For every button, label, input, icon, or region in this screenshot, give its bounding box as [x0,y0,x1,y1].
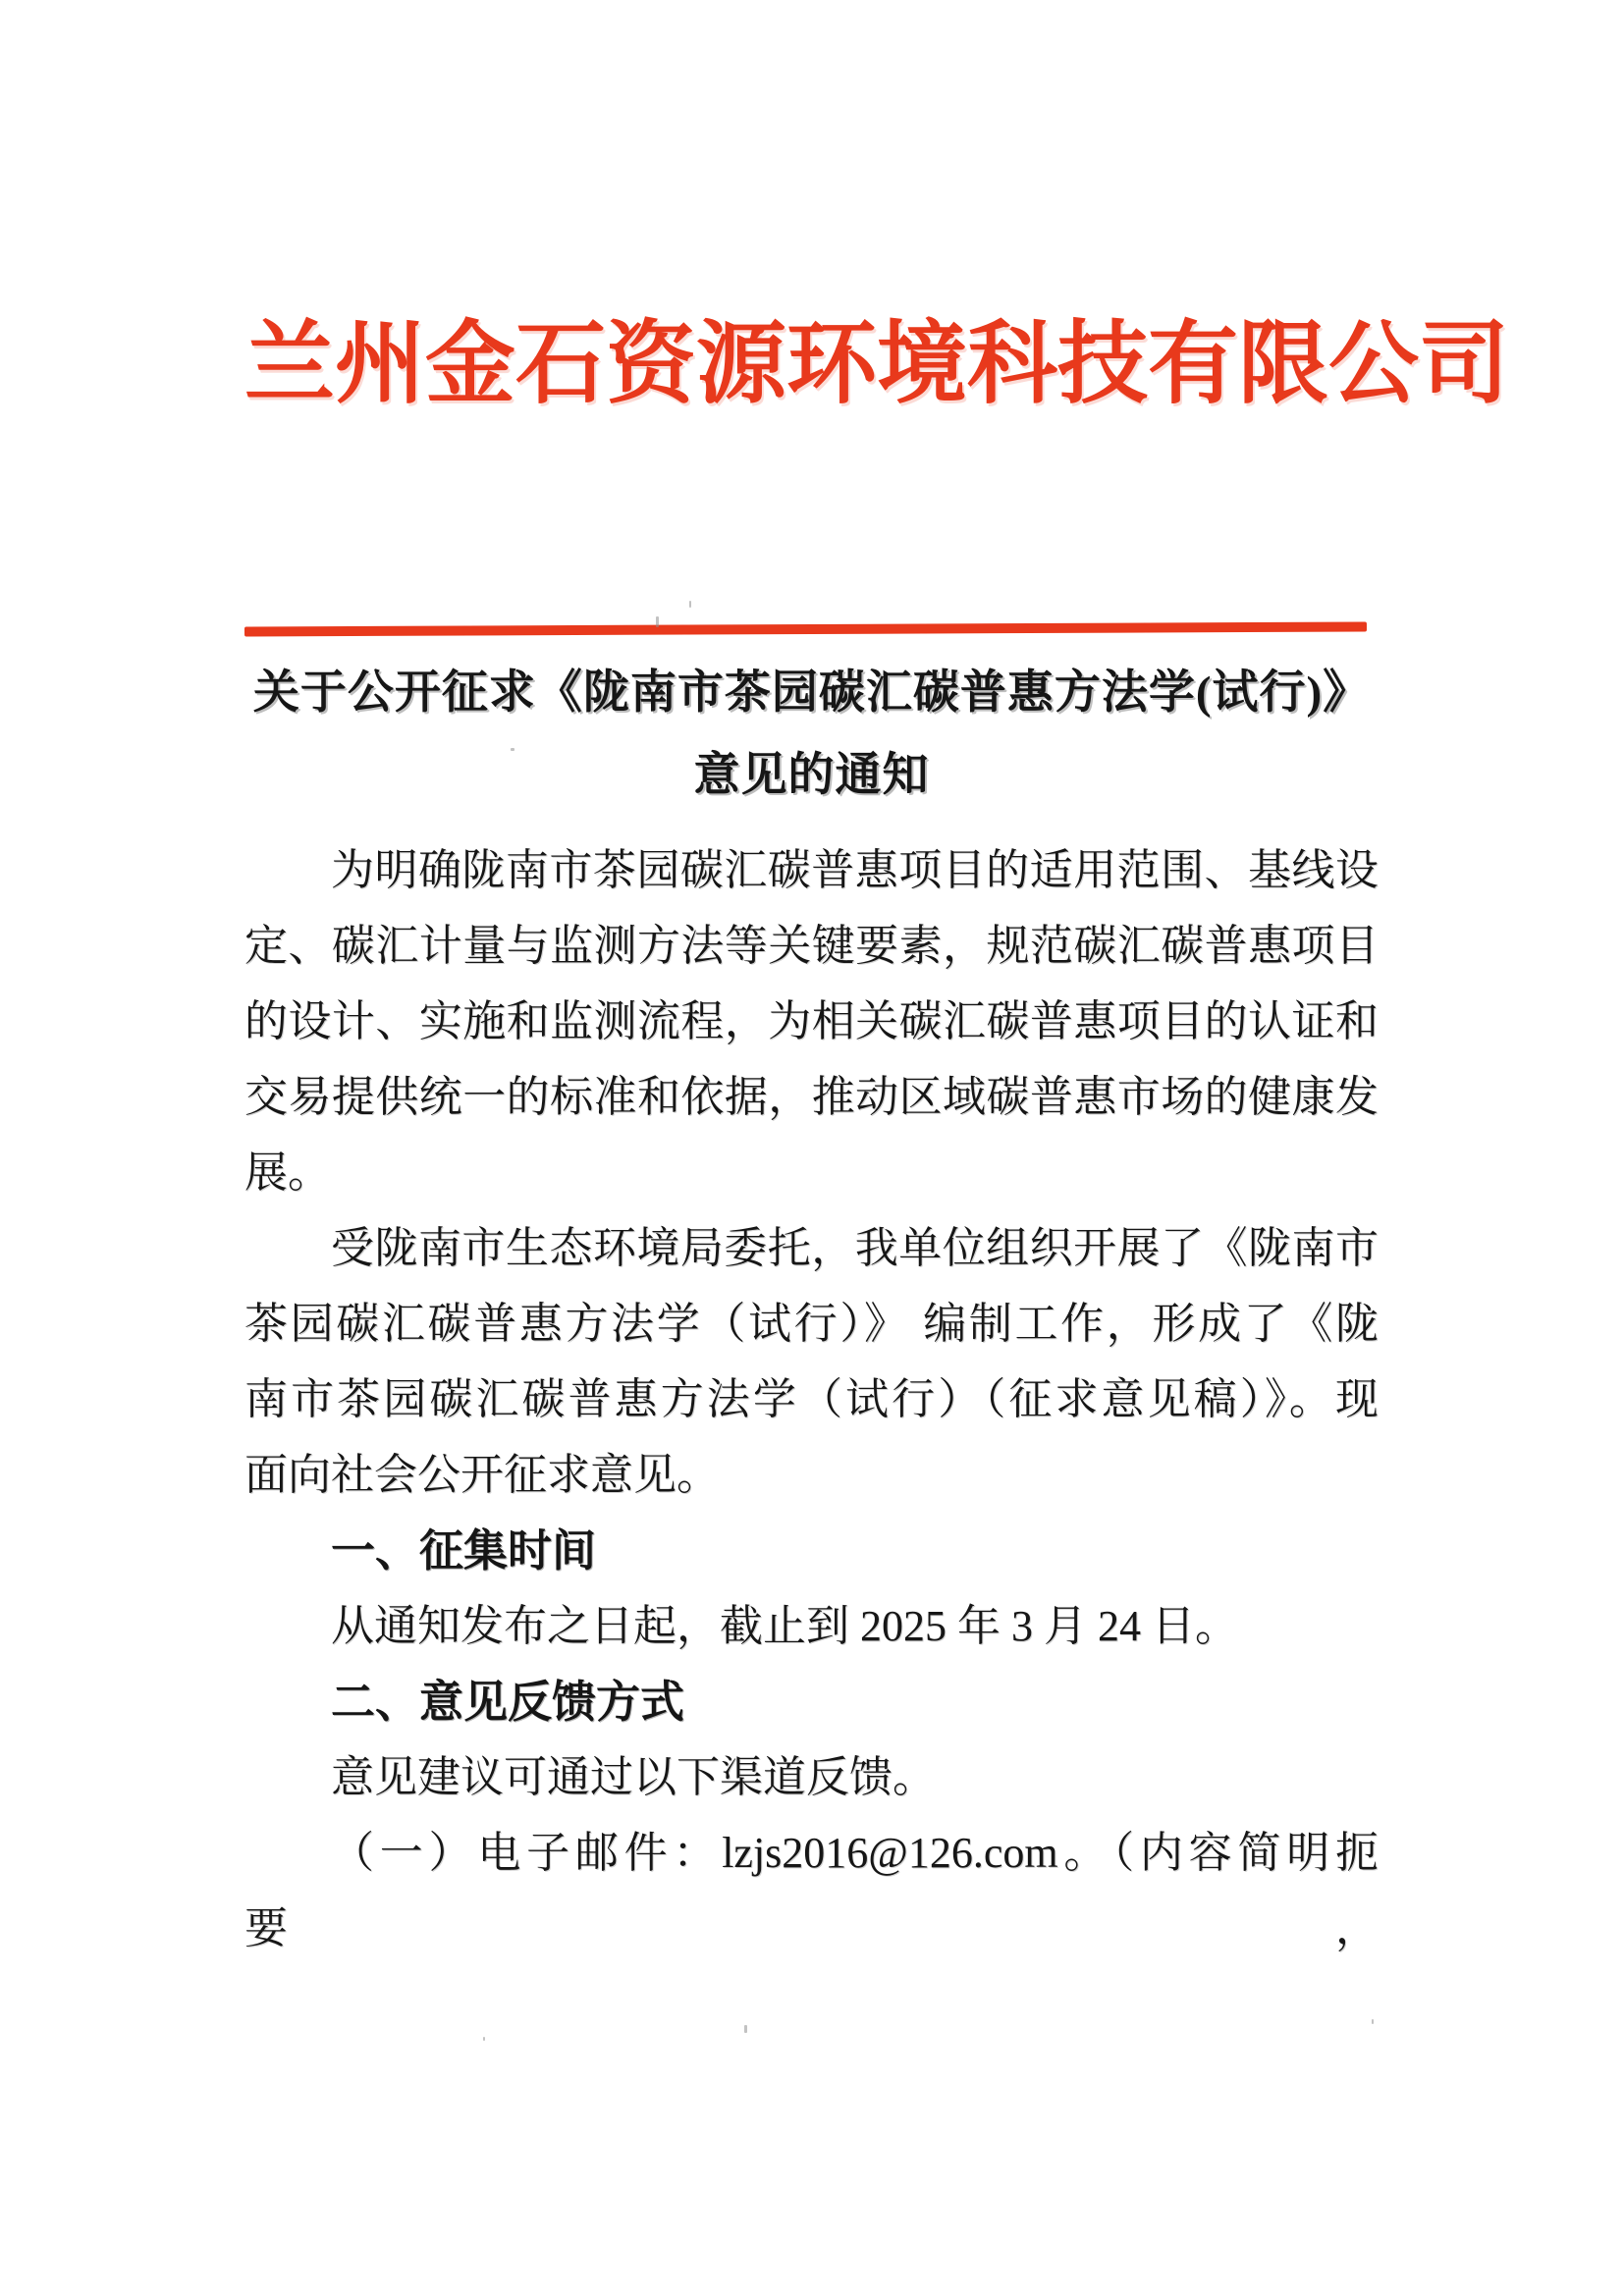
body-line: 定、碳汇计量与监测方法等关键要素，规范碳汇碳普惠项目 [244,922,1379,970]
scan-speck [1372,2019,1374,2024]
body-line: 的设计、实施和监测流程，为相关碳汇碳普惠项目的认证和 [244,997,1379,1045]
section-heading-collection-time: 一、征集时间 [331,1525,597,1575]
body-line: 意见建议可通过以下渠道反馈。 [331,1753,936,1801]
body-line: 受陇南市生态环境局委托，我单位组织开展了《陇南市 [331,1224,1379,1272]
body-line: 面向社会公开征求意见。 [244,1451,720,1499]
document-title [244,652,1379,817]
body-line: 展。 [244,1148,331,1197]
document-body [244,832,1379,1952]
body-line-deadline: 从通知发布之日起，截止到 2025 年 3 月 24 日。 [331,1602,1238,1650]
letterhead-divider-line [244,622,1367,637]
body-line: 南市茶园碳汇碳普惠方法学（试行）（征求意见稿）》。现 [244,1375,1379,1423]
document-title-line-1: 关于公开征求《陇南市茶园碳汇碳普惠方法学(试行)》 [252,667,1371,719]
document-title-line-2: 意见的通知 [693,750,930,801]
body-line: 茶园碳汇碳普惠方法学（试行）》 编制工作，形成了《陇 [244,1300,1379,1348]
body-line: 为明确陇南市茶园碳汇碳普惠项目的适用范围、基线设 [331,846,1379,894]
section-heading-feedback-method: 二、意见反馈方式 [331,1677,685,1727]
scan-speck [483,2037,485,2041]
company-letterhead: 兰州金石资源环境科技有限公司 [244,314,1510,414]
body-line: 交易提供统一的标准和依据，推动区域碳普惠市场的健康发 [244,1073,1379,1121]
scan-speck [511,748,514,751]
body-line-email: （一）电子邮件：lzjs2016@126.com。（内容简明扼要， [244,1829,1379,1952]
scan-speck [656,616,659,627]
scan-speck [689,601,691,608]
scan-speck [744,2025,747,2033]
